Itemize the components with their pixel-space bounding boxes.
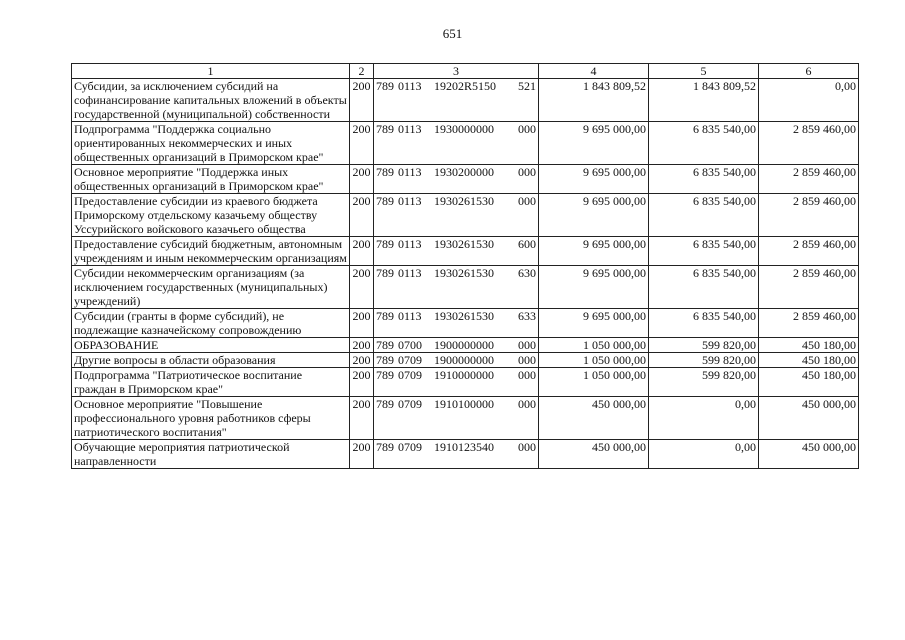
row-razdel: 0113 [398, 237, 422, 251]
row-vr: 000 [518, 165, 536, 179]
row-amount-3 [759, 237, 859, 266]
row-amount-3 [759, 194, 859, 237]
column-header: 1 [72, 64, 350, 79]
row-csr: 1930261530 [434, 266, 494, 280]
row-budget-code [374, 165, 539, 194]
row-ved: 789 [376, 397, 394, 411]
row-vr: 000 [518, 194, 536, 208]
row-amount-2 [649, 368, 759, 397]
column-header: 4 [539, 64, 649, 79]
row-col2 [350, 266, 374, 309]
row-budget-code [374, 309, 539, 338]
column-header: 2 [350, 64, 374, 79]
table-row [72, 122, 859, 165]
row-col2 [350, 397, 374, 440]
row-amount-1 [539, 165, 649, 194]
row-col2 [350, 353, 374, 368]
row-amount-2 [649, 122, 759, 165]
row-amount-2-text: 599 820,00 [702, 353, 756, 367]
row-amount-3-text: 450 180,00 [802, 338, 856, 352]
row-col2 [350, 194, 374, 237]
row-amount-2 [649, 79, 759, 122]
row-col2-text: 200 [352, 368, 371, 382]
row-amount-1 [539, 237, 649, 266]
row-amount-2 [649, 237, 759, 266]
row-name-text: Другие вопросы в области образования [74, 353, 276, 367]
row-ved: 789 [376, 368, 394, 382]
row-razdel: 0709 [398, 353, 422, 367]
row-amount-2-text: 0,00 [735, 440, 756, 454]
row-ved: 789 [376, 309, 394, 323]
row-amount-3-text: 0,00 [835, 79, 856, 93]
row-amount-1 [539, 266, 649, 309]
row-razdel: 0113 [398, 165, 422, 179]
table-row [72, 266, 859, 309]
row-name [72, 309, 350, 338]
row-amount-3-text: 450 000,00 [802, 440, 856, 454]
row-amount-3-text: 2 859 460,00 [793, 266, 856, 280]
row-amount-1-text: 450 000,00 [592, 397, 646, 411]
row-amount-2-text: 6 835 540,00 [693, 122, 756, 136]
row-amount-1-text: 9 695 000,00 [583, 309, 646, 323]
row-amount-2 [649, 338, 759, 353]
row-vr: 000 [518, 338, 536, 352]
row-col2 [350, 237, 374, 266]
row-name-text: Основное мероприятие "Повышение профессионального уровня работников сферы патриотического воспитания" [74, 397, 311, 439]
row-amount-3 [759, 338, 859, 353]
row-name-text: Подпрограмма "Патриотическое воспитание граждан в Приморском крае" [74, 368, 303, 396]
row-amount-2-text: 6 835 540,00 [693, 194, 756, 208]
row-amount-1 [539, 309, 649, 338]
table-row [72, 194, 859, 237]
row-amount-3-text: 450 180,00 [802, 368, 856, 382]
row-col2 [350, 165, 374, 194]
row-amount-2-text: 599 820,00 [702, 338, 756, 352]
row-vr: 000 [518, 368, 536, 382]
row-razdel: 0113 [398, 266, 422, 280]
row-amount-2 [649, 397, 759, 440]
row-col2-text: 200 [352, 338, 371, 352]
table-header [72, 64, 859, 79]
row-amount-1 [539, 122, 649, 165]
row-col2-text: 200 [352, 266, 371, 280]
row-col2-text: 200 [352, 440, 371, 454]
row-razdel: 0709 [398, 368, 422, 382]
row-ved: 789 [376, 165, 394, 179]
table-row [72, 397, 859, 440]
row-budget-code [374, 237, 539, 266]
row-amount-1-text: 9 695 000,00 [583, 266, 646, 280]
row-amount-2-text: 599 820,00 [702, 368, 756, 382]
row-budget-code [374, 440, 539, 469]
row-col2-text: 200 [352, 237, 371, 251]
row-amount-3 [759, 440, 859, 469]
row-amount-1 [539, 194, 649, 237]
row-name [72, 440, 350, 469]
row-amount-1-text: 1 843 809,52 [583, 79, 646, 93]
row-ved: 789 [376, 122, 394, 136]
row-amount-1 [539, 338, 649, 353]
row-amount-1 [539, 397, 649, 440]
row-csr: 1900000000 [434, 353, 494, 367]
row-amount-3-text: 2 859 460,00 [793, 237, 856, 251]
row-name [72, 165, 350, 194]
row-budget-code [374, 368, 539, 397]
row-amount-3 [759, 368, 859, 397]
column-header: 3 [374, 64, 539, 79]
row-amount-1-text: 1 050 000,00 [583, 353, 646, 367]
row-csr: 1930200000 [434, 165, 494, 179]
table-row [72, 338, 859, 353]
row-csr: 1930261530 [434, 237, 494, 251]
row-razdel: 0709 [398, 397, 422, 411]
row-amount-3-text: 2 859 460,00 [793, 194, 856, 208]
table-row [72, 309, 859, 338]
row-amount-3-text: 2 859 460,00 [793, 309, 856, 323]
row-col2-text: 200 [352, 353, 371, 367]
row-amount-2 [649, 440, 759, 469]
row-razdel: 0113 [398, 122, 422, 136]
row-vr: 630 [518, 266, 536, 280]
row-name [72, 266, 350, 309]
row-amount-1-text: 1 050 000,00 [583, 338, 646, 352]
row-name [72, 122, 350, 165]
row-csr: 1900000000 [434, 338, 494, 352]
table-row [72, 237, 859, 266]
row-amount-3 [759, 353, 859, 368]
row-razdel: 0113 [398, 309, 422, 323]
row-col2 [350, 122, 374, 165]
row-name [72, 194, 350, 237]
row-amount-3 [759, 266, 859, 309]
row-ved: 789 [376, 266, 394, 280]
row-col2 [350, 440, 374, 469]
row-ved: 789 [376, 338, 394, 352]
row-vr: 000 [518, 397, 536, 411]
row-name-text: Субсидии некоммерческим организациям (за исключением государственных (муниципальных) учреждений) [74, 266, 328, 308]
column-header: 6 [759, 64, 859, 79]
row-csr: 1910123540 [434, 440, 494, 454]
row-amount-3 [759, 122, 859, 165]
row-amount-2-text: 6 835 540,00 [693, 237, 756, 251]
table-row [72, 165, 859, 194]
row-csr: 1930261530 [434, 194, 494, 208]
row-amount-1-text: 450 000,00 [592, 440, 646, 454]
row-amount-3-text: 450 180,00 [802, 353, 856, 367]
row-csr: 1910000000 [434, 368, 494, 382]
row-razdel: 0113 [398, 79, 422, 93]
row-name [72, 237, 350, 266]
row-ved: 789 [376, 237, 394, 251]
row-amount-2 [649, 165, 759, 194]
row-amount-2 [649, 266, 759, 309]
row-name-text: Предоставление субсидий бюджетным, автономным учреждениям и иным некоммерческим организациям [74, 237, 347, 265]
row-name-text: Предоставление субсидии из краевого бюджета Приморскому отдельскому казачьему обществу Уссурийского войскового казачьего общества [74, 194, 318, 236]
row-amount-1 [539, 79, 649, 122]
row-name-text: Обучающие мероприятия патриотической направленности [74, 440, 290, 468]
row-amount-3-text: 2 859 460,00 [793, 165, 856, 179]
row-amount-2-text: 6 835 540,00 [693, 309, 756, 323]
row-ved: 789 [376, 440, 394, 454]
row-amount-2 [649, 353, 759, 368]
row-vr: 000 [518, 353, 536, 367]
row-name [72, 353, 350, 368]
row-amount-1-text: 9 695 000,00 [583, 165, 646, 179]
row-csr: 1910100000 [434, 397, 494, 411]
row-budget-code [374, 338, 539, 353]
row-name-text: Подпрограмма "Поддержка социально ориентированных некоммерческих и иных общественных организаций в Приморском крае" [74, 122, 324, 164]
row-col2 [350, 368, 374, 397]
row-ved: 789 [376, 194, 394, 208]
table-row [72, 440, 859, 469]
row-razdel: 0709 [398, 440, 422, 454]
row-budget-code [374, 79, 539, 122]
row-name [72, 338, 350, 353]
table-body [72, 79, 859, 469]
row-col2 [350, 79, 374, 122]
budget-table [71, 63, 859, 469]
row-amount-2 [649, 194, 759, 237]
table-row [72, 353, 859, 368]
row-amount-3 [759, 309, 859, 338]
row-razdel: 0113 [398, 194, 422, 208]
column-header: 5 [649, 64, 759, 79]
row-vr: 600 [518, 237, 536, 251]
row-budget-code [374, 353, 539, 368]
row-amount-2 [649, 309, 759, 338]
row-budget-code [374, 397, 539, 440]
row-name [72, 368, 350, 397]
row-amount-2-text: 0,00 [735, 397, 756, 411]
row-amount-3 [759, 79, 859, 122]
row-col2-text: 200 [352, 397, 371, 411]
row-name-text: Субсидии, за исключением субсидий на софинансирование капитальных вложений в объекты государственной (муниципальной) собственности [74, 79, 347, 121]
row-name [72, 397, 350, 440]
row-name-text: Субсидии (гранты в форме субсидий), не подлежащие казначейскому сопровождению [74, 309, 302, 337]
row-amount-1-text: 1 050 000,00 [583, 368, 646, 382]
row-ved: 789 [376, 353, 394, 367]
row-amount-1-text: 9 695 000,00 [583, 122, 646, 136]
row-budget-code [374, 122, 539, 165]
row-amount-3-text: 2 859 460,00 [793, 122, 856, 136]
row-name [72, 79, 350, 122]
row-amount-3-text: 450 000,00 [802, 397, 856, 411]
row-col2-text: 200 [352, 165, 371, 179]
row-col2-text: 200 [352, 122, 371, 136]
row-ved: 789 [376, 79, 394, 93]
row-amount-2-text: 6 835 540,00 [693, 165, 756, 179]
row-vr: 633 [518, 309, 536, 323]
row-vr: 000 [518, 440, 536, 454]
row-budget-code [374, 266, 539, 309]
row-col2 [350, 338, 374, 353]
page-number: 651 [442, 26, 463, 41]
row-vr: 000 [518, 122, 536, 136]
row-amount-1 [539, 440, 649, 469]
row-amount-3 [759, 165, 859, 194]
row-csr: 1930261530 [434, 309, 494, 323]
row-csr: 1930000000 [434, 122, 494, 136]
row-amount-1-text: 9 695 000,00 [583, 194, 646, 208]
row-name-text: Основное мероприятие "Поддержка иных общественных организаций в Приморском крае" [74, 165, 324, 193]
row-amount-2-text: 6 835 540,00 [693, 266, 756, 280]
row-csr: 19202R5150 [434, 79, 497, 93]
row-amount-2-text: 1 843 809,52 [693, 79, 756, 93]
row-amount-3 [759, 397, 859, 440]
row-amount-1 [539, 353, 649, 368]
table-row [72, 368, 859, 397]
row-col2-text: 200 [352, 309, 371, 323]
row-amount-1 [539, 368, 649, 397]
row-name-text: ОБРАЗОВАНИЕ [74, 338, 159, 352]
row-amount-1-text: 9 695 000,00 [583, 237, 646, 251]
row-col2 [350, 309, 374, 338]
row-razdel: 0700 [398, 338, 422, 352]
row-budget-code [374, 194, 539, 237]
row-col2-text: 200 [352, 194, 371, 208]
row-col2-text: 200 [352, 79, 371, 93]
table-row [72, 79, 859, 122]
row-vr: 521 [518, 79, 536, 93]
